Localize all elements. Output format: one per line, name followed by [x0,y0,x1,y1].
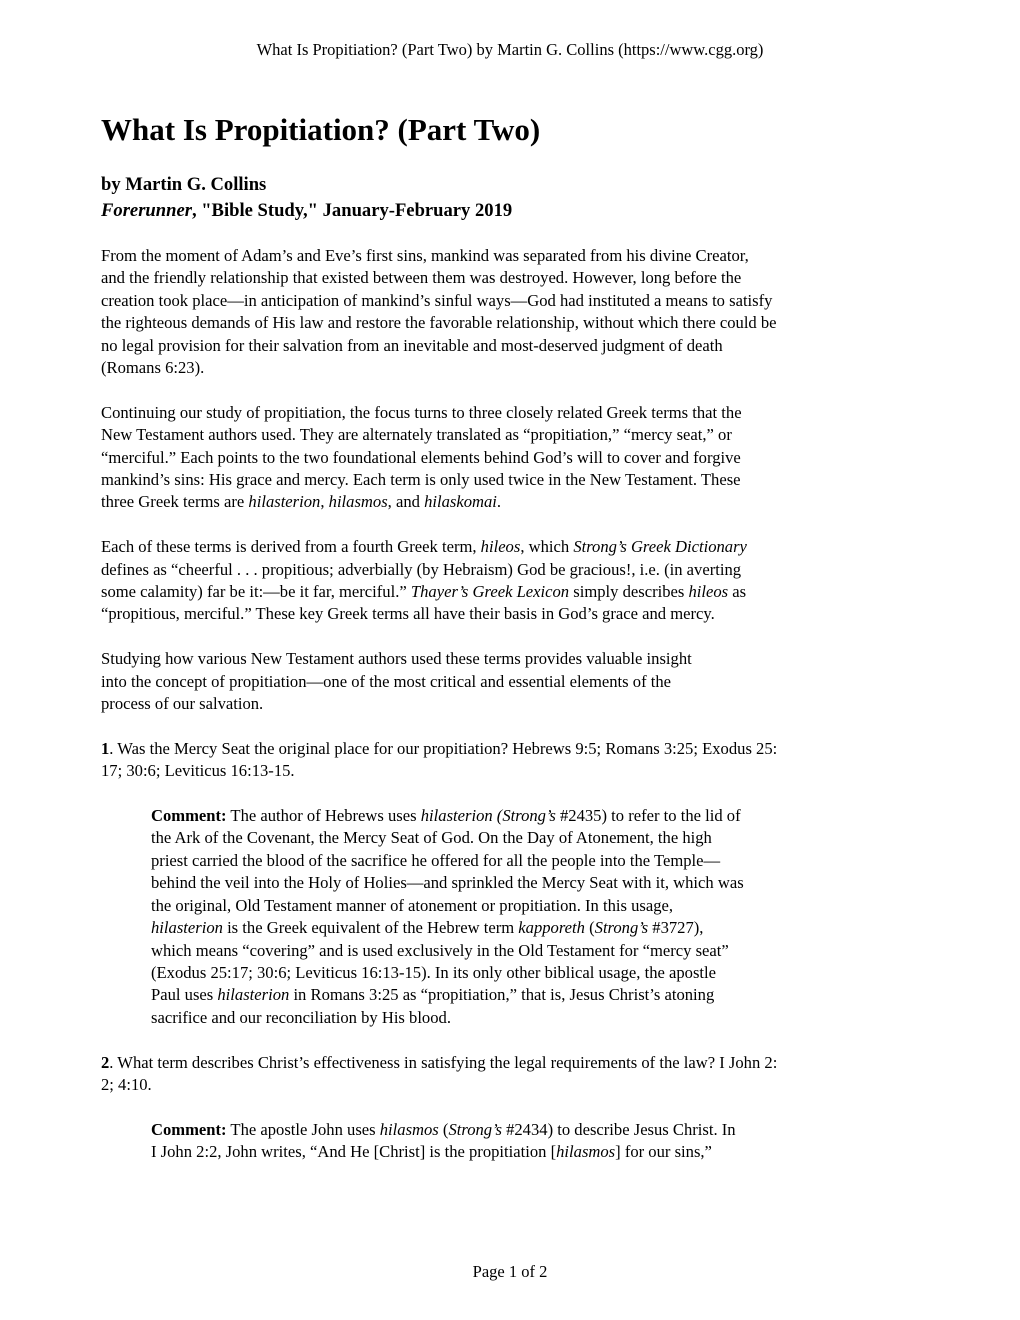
text-line: three Greek terms are hilasterion, hilasmos, and hilaskomai. [101,492,502,512]
text-line: Paul uses hilasterion in Romans 3:25 as “propitiation,” that is, Jesus Christ’s atoning [151,985,715,1005]
article-body [101,245,931,1186]
byline [101,172,512,224]
text-line: behind the veil into the Holy of Holies—and sprinkled the Mercy Seat with it, which was [151,873,744,893]
text-line: the original, Old Testament manner of atonement or propitiation. In this usage, [151,895,674,915]
text-line: and the friendly relationship that existed between them was destroyed. However, long before the [101,268,742,288]
question-number: 1 [101,738,110,758]
text-line: into the concept of propitiation—one of the most critical and essential elements of the [101,671,672,691]
greek-term: hilasmos [556,1142,616,1162]
text-line: I John 2:2, John writes, “And He [Christ] is the propitiation [hilasmos] for our sins,” [151,1142,712,1162]
greek-term: hilasmos [328,492,388,512]
hebrew-term: kapporeth [518,918,585,938]
greek-term: hileos [688,582,729,602]
question-text: 2. What term describes Christ’s effectiveness in satisfying the legal requirements of the law? I John 2: [101,1052,778,1072]
comment-label: Comment: [151,806,227,826]
page-number: Page 1 of 2 [472,1262,548,1281]
question-text: 2; 4:10. [101,1074,152,1094]
greek-term: hilasmos [379,1119,439,1139]
reference-title: Strong’s Greek Dictionary [573,537,747,557]
greek-term: hilaskomai [424,492,497,512]
text-line: the righteous demands of His law and restore the favorable relationship, without which there could be [101,313,777,333]
text-line: (Romans 6:23). [101,358,205,378]
greek-term: hilasterion [217,985,290,1005]
text-line: Continuing our study of propitiation, the focus turns to three closely related Greek terms that the [101,402,742,422]
text-line: “propitious, merciful.” These key Greek terms all have their basis in God’s grace and mercy. [101,604,715,624]
text-line: Studying how various New Testament authors used these terms provides valuable insight [101,649,692,669]
publication-line [101,198,512,224]
text-line: “merciful.” Each points to the two foundational elements behind God’s will to cover and forgive [101,447,741,467]
question-text: 1. Was the Mercy Seat the original place for our propitiation? Hebrews 9:5; Romans 3:25; Exodus 25: [101,738,778,758]
text-line: priest carried the blood of the sacrifice he offered for all the people into the Temple— [151,850,721,870]
publication-name: Forerunner [101,200,192,221]
paragraph-study [101,648,931,715]
comment-1 [101,805,931,1029]
text-line: From the moment of Adam’s and Eve’s first sins, mankind was separated from his divine Creator, [101,246,749,265]
text-line: defines as “cheerful . . . propitious; adverbially (by Hebraism) God be gracious!, i.e. (in averting [101,559,742,579]
text-line: mankind’s sins: His grace and mercy. Each term is only used twice in the New Testament. These [101,470,741,490]
paragraph-intro [101,245,931,379]
greek-term: hilasterion (Strong’s [420,806,556,826]
text-line: Comment: The author of Hebrews uses hilasterion (Strong’s #2435) to refer to the lid of [151,806,741,826]
text-line: Each of these terms is derived from a fourth Greek term, hileos, which Strong’s Greek Dictionary [101,537,747,557]
text-line: some calamity) far be it:—be it far, merciful.” Thayer’s Greek Lexicon simply describes hileos as [101,582,747,602]
comment-2 [101,1119,931,1164]
author-line: by Martin G. Collins [101,174,267,195]
text-line: the Ark of the Covenant, the Mercy Seat of God. On the Day of Atonement, the high [151,828,712,848]
question-1 [101,738,931,783]
question-text: 17; 30:6; Leviticus 16:13-15. [101,761,295,781]
text-line: creation took place—in anticipation of mankind’s sinful ways—God had instituted a means to satisfy [101,290,773,310]
text-line: hilasterion is the Greek equivalent of the Hebrew term kapporeth (Strong’s #3727), [151,918,704,938]
paragraph-hileos [101,536,931,626]
question-2 [101,1052,931,1097]
greek-term: hilasterion [248,492,321,512]
greek-term: hilasterion [151,918,223,938]
comment-label: Comment: [151,1119,227,1139]
greek-term: hileos [480,537,521,557]
text-line: Comment: The apostle John uses hilasmos (Strong’s #2434) to describe Jesus Christ. In [151,1119,736,1139]
text-line: sacrifice and our reconciliation by His blood. [151,1007,451,1027]
reference-title: Strong’s [594,918,649,938]
text-line: no legal provision for their salvation from an inevitable and most-deserved judgment of death [101,335,723,355]
text-line: which means “covering” and is used exclusively in the Old Testament for “mercy seat” [151,940,729,960]
publication-details: , "Bible Study," January-February 2019 [191,200,513,221]
question-number: 2 [101,1052,110,1072]
running-header: What Is Propitiation? (Part Two) by Martin G. Collins (https://www.cgg.org) [256,40,764,59]
text-line: New Testament authors used. They are alternately translated as “propitiation,” “mercy seat,” or [101,425,732,445]
reference-title: Thayer’s Greek Lexicon [410,582,570,602]
text-line: (Exodus 25:17; 30:6; Leviticus 16:13-15). In its only other biblical usage, the apostle [151,962,717,982]
reference-title: Strong’s [448,1119,502,1139]
text-line: process of our salvation. [101,694,264,714]
page-title: What Is Propitiation? (Part Two) [101,112,541,147]
paragraph-greek-terms [101,402,931,514]
